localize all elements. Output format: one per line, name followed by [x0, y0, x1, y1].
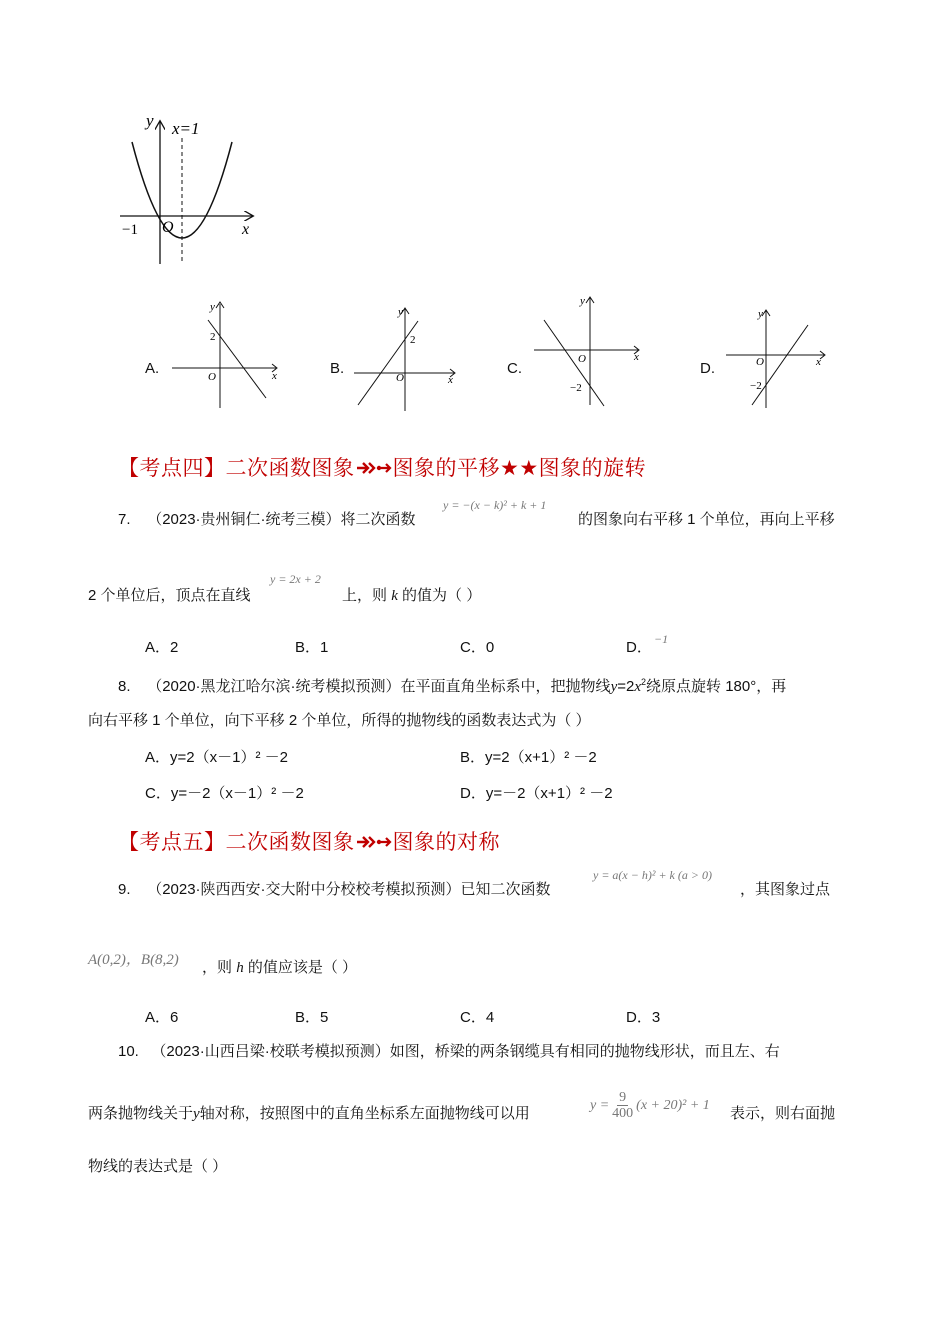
svg-text:O: O	[208, 371, 216, 383]
graph-axis-label: x=1	[172, 119, 200, 138]
svg-text:y: y	[210, 301, 215, 313]
section-4-heading: 【考点四】二次函数图象 图象的平移★★图象的旋转	[118, 456, 647, 480]
q9-option-c: C．4	[460, 1009, 495, 1026]
q10-line1: 10. （2023·山西吕梁·校联考模拟预测）如图，桥梁的两条钢缆具有相同的抛物线形状，而且左、右	[118, 1043, 780, 1060]
q8-option-d: D．y=－2（x+1）² －2	[460, 785, 613, 802]
q9-option-a: A．6	[145, 1009, 179, 1026]
svg-text:x: x	[448, 374, 453, 386]
double-arrow-icon	[355, 834, 393, 850]
stars-icon: ★★	[500, 456, 539, 480]
svg-text:2: 2	[210, 331, 216, 343]
option-d-graph	[724, 305, 839, 410]
graph-minus-one: −1	[122, 222, 138, 238]
q10-line2: 两条抛物线关于y轴对称，按照图中的直角坐标系左面抛物线可以用	[88, 1105, 530, 1122]
q10-formula: y = $\frac{9}{400}$ (x + 20)² + 1	[590, 1090, 710, 1121]
q7-formula: y = −(x − k)² + k + 1	[443, 498, 547, 512]
svg-text:y: y	[398, 306, 403, 318]
q7-line2: 2 个单位后，顶点在直线	[88, 587, 251, 604]
q7-line1-tail: 的图象向右平移 1 个单位，再向上平移	[578, 511, 835, 528]
option-a-letter: A.	[145, 360, 160, 377]
svg-text:x: x	[816, 356, 821, 368]
svg-text:y: y	[758, 308, 763, 320]
q9-option-d: D．3	[626, 1009, 661, 1026]
option-b-line	[358, 321, 418, 405]
svg-text:−2: −2	[750, 380, 762, 392]
q8-option-c: C．y=－2（x－1）² －2	[145, 785, 304, 802]
q8-line2: 向右平移 1 个单位，向下平移 2 个单位，所得的抛物线的函数表达式为（ ）	[88, 712, 591, 729]
double-arrow-icon	[355, 460, 393, 476]
q9-line1: 9. （2023·陕西西安·交大附中分校校考模拟预测）已知二次函数	[118, 881, 551, 898]
q7-line2-tail: 上，则 k 的值为（ ）	[342, 587, 482, 604]
svg-text:O: O	[396, 372, 404, 384]
svg-text:−2: −2	[570, 382, 582, 394]
q7-option-a: A．2	[145, 639, 179, 656]
option-b-letter: B.	[330, 360, 345, 377]
q7-option-d: D．	[626, 639, 652, 656]
option-d-letter: D.	[700, 360, 715, 377]
q8-option-a: A．y=2（x－1）² －2	[145, 749, 288, 766]
svg-text:2: 2	[410, 334, 416, 346]
svg-text:O: O	[756, 356, 764, 368]
option-a-graph	[168, 298, 283, 410]
graph-x-label: x	[242, 221, 250, 238]
svg-text:O: O	[578, 353, 586, 365]
option-c-letter: C.	[507, 360, 522, 377]
option-a-line	[208, 320, 266, 398]
q8-line1: 8. （2020·黑龙江哈尔滨·统考模拟预测）在平面直角坐标系中，把抛物线$y=2x^2$绕原点旋转 180°，再	[118, 677, 787, 695]
option-b-graph	[350, 305, 465, 413]
q7-formula2: y = 2x + 2	[270, 572, 321, 586]
q7-option-d-value: −1	[654, 632, 669, 646]
svg-text:x: x	[272, 370, 277, 382]
q9-points: A(0,2)，B(8,2)	[88, 952, 179, 968]
q7-option-c: C．0	[460, 639, 495, 656]
option-c-graph	[530, 292, 645, 407]
q10-line2-tail: 表示，则右面抛	[730, 1105, 836, 1122]
graph-y-label: y	[146, 111, 154, 130]
svg-text:x: x	[634, 351, 639, 363]
q9-option-b: B．5	[295, 1009, 329, 1026]
q8-option-b: B．y=2（x+1）² －2	[460, 749, 597, 766]
q9-line1-tail: ，其图象过点	[740, 881, 831, 898]
q9-formula: y = a(x − h)² + k (a > 0)	[593, 868, 712, 882]
q7-option-b: B．1	[295, 639, 329, 656]
q9-line2: ，则 h 的值应该是（ ）	[202, 959, 358, 976]
section-5-heading: 【考点五】二次函数图象 图象的对称	[118, 830, 500, 854]
graph-origin: O	[162, 219, 174, 236]
svg-text:y: y	[580, 295, 585, 307]
q10-line3: 物线的表达式是（ ）	[88, 1158, 228, 1175]
parabola-graph	[110, 108, 270, 268]
q7-line1: 7. （2023·贵州铜仁·统考三模）将二次函数	[118, 511, 416, 528]
